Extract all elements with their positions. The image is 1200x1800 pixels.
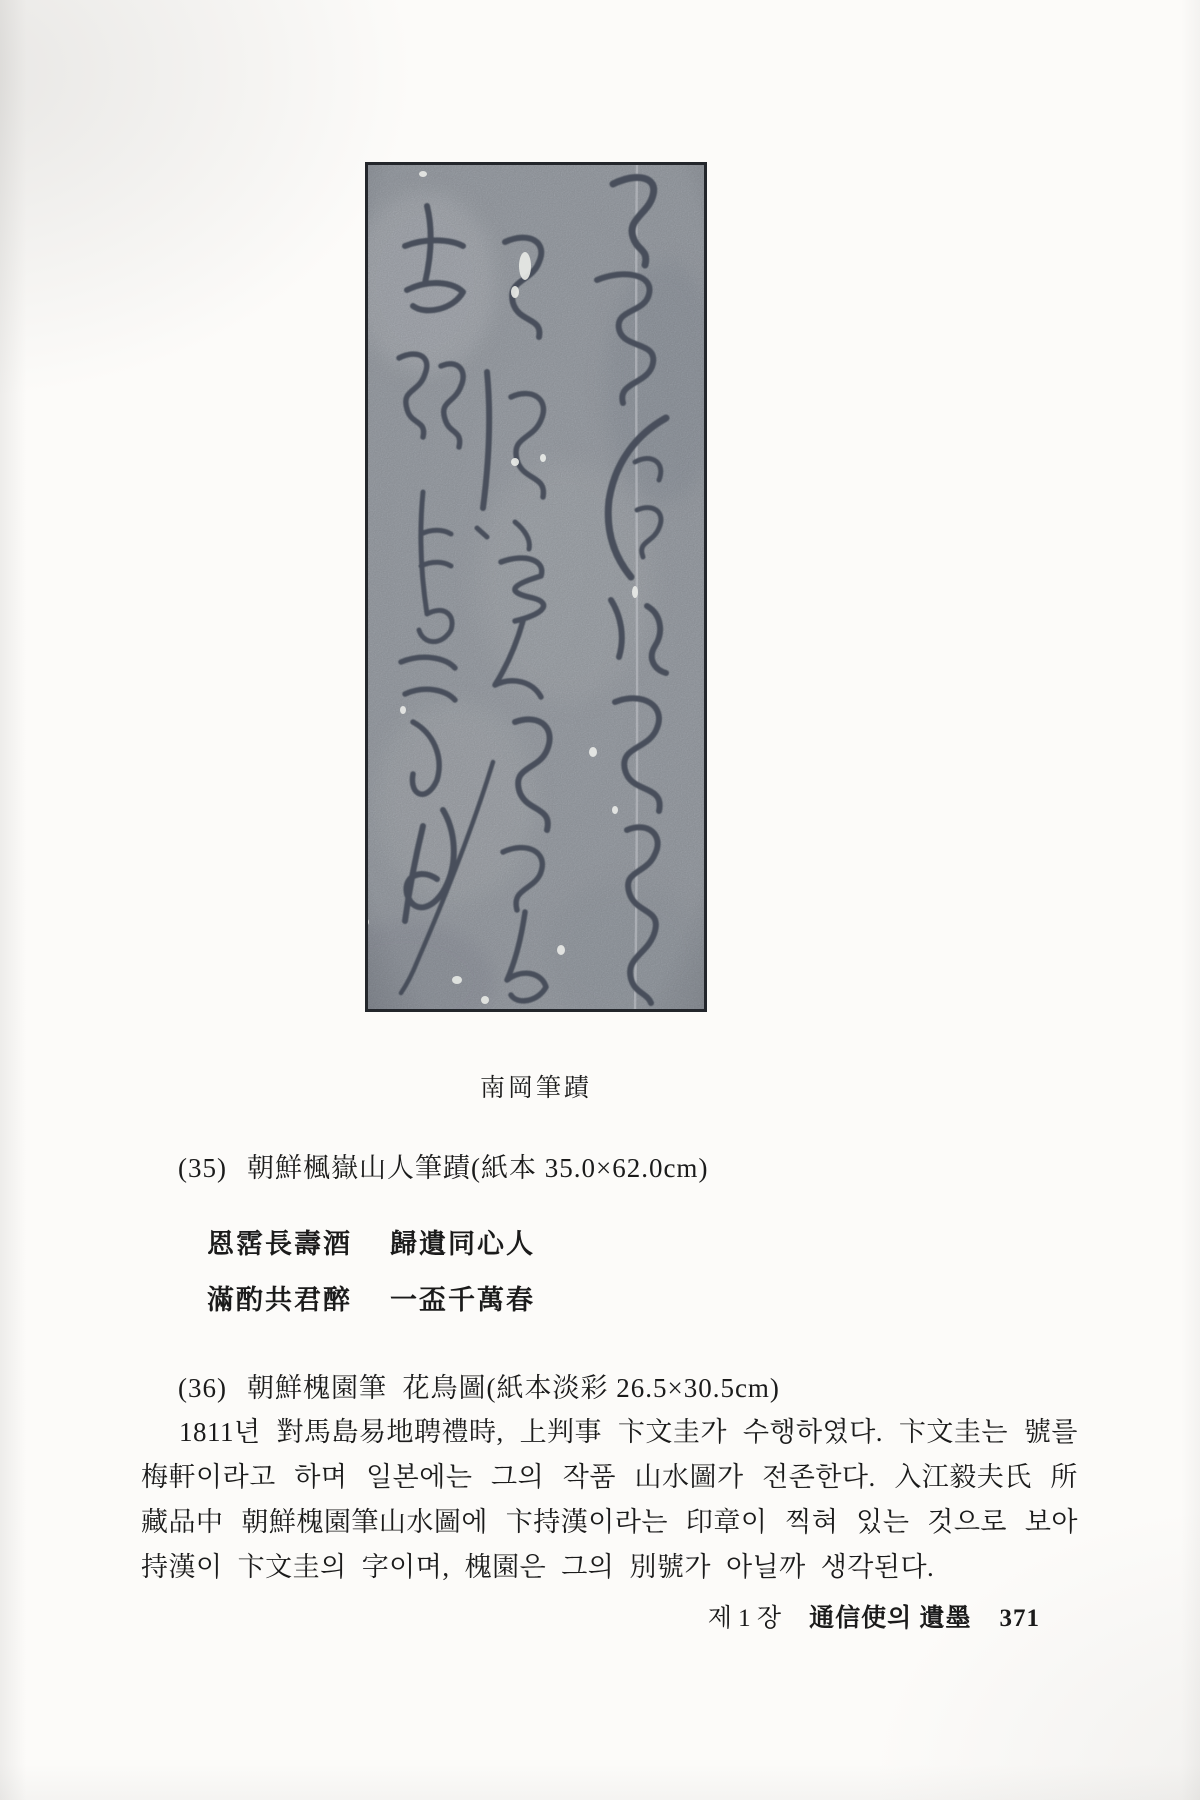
paragraph-word: 생각된다.	[820, 1552, 935, 1582]
poem-line-1	[207, 1222, 535, 1278]
paragraph-word: 작품	[562, 1462, 616, 1492]
paragraph-word: 하며	[294, 1462, 348, 1492]
page-footer	[708, 1598, 1040, 1634]
paragraph-word: 槐園은	[464, 1552, 547, 1582]
paragraph-word: 別號가	[629, 1552, 711, 1582]
paragraph-line	[141, 1500, 1078, 1545]
paragraph-word: 것으로	[927, 1507, 1007, 1537]
paragraph-line	[141, 1410, 1078, 1455]
paragraph-line	[141, 1455, 1078, 1500]
paragraph-word: 찍혀	[785, 1507, 839, 1537]
item-35-title: 朝鮮楓嶽山人筆蹟(紙本 35.0×62.0cm)	[246, 1153, 709, 1183]
paragraph-word: 上判事	[519, 1417, 603, 1447]
photo-vignette	[365, 162, 707, 1012]
paragraph-word: 그의	[490, 1462, 545, 1492]
item-36-title: 朝鮮槐園筆 花鳥圖(紙本淡彩 26.5×30.5cm)	[246, 1373, 780, 1403]
paragraph-word: 入江毅夫氏	[894, 1462, 1032, 1492]
poem-hemistich: 歸遺同心人	[390, 1229, 535, 1259]
poem-hemistich: 恩霑長壽酒	[207, 1229, 352, 1259]
paragraph-word: 卞文圭의	[237, 1552, 347, 1582]
paragraph-word: 持漢이	[141, 1552, 223, 1582]
paragraph-line	[141, 1545, 1078, 1590]
paragraph-word: 藏品中	[141, 1507, 224, 1537]
paragraph-word: 보아	[1024, 1507, 1078, 1537]
paragraph-word: 일본에는	[366, 1462, 473, 1492]
paragraph-word: 對馬島易地聘禮時,	[276, 1417, 504, 1447]
footer-chapter: 제 1 장	[707, 1605, 782, 1632]
paragraph-word: 梅軒이라고	[141, 1462, 276, 1492]
paragraph-word: 있는	[856, 1507, 910, 1537]
calligraphy-artwork	[365, 162, 707, 1012]
paragraph-word: 字이며,	[361, 1552, 450, 1582]
poem-block	[207, 1222, 535, 1334]
paragraph-word: 1811년	[179, 1417, 261, 1447]
footer-page-number: 371	[999, 1605, 1040, 1632]
figure-caption: 南岡筆蹟	[479, 1075, 592, 1102]
paragraph-word: 印章이	[685, 1507, 768, 1537]
paragraph-word: 山水圖가	[634, 1462, 744, 1492]
item-36-heading	[178, 1366, 780, 1405]
paragraph-word: 朝鮮槐園筆山水圖에	[241, 1507, 488, 1537]
paragraph-word: 號를	[1023, 1417, 1078, 1447]
poem-hemistich: 滿酌共君醉	[207, 1285, 352, 1315]
item-35-number: (35)	[178, 1153, 227, 1183]
paragraph-word: 아닐까	[725, 1552, 806, 1582]
poem-line-2	[207, 1278, 535, 1334]
paragraph-word: 卞文圭는	[898, 1417, 1008, 1447]
paragraph-word: 전존한다.	[762, 1462, 876, 1492]
item-35-heading	[178, 1146, 708, 1185]
paragraph-word: 수행하였다.	[742, 1417, 884, 1447]
calligraphy-photo	[365, 162, 707, 1012]
item-36-number: (36)	[178, 1373, 227, 1403]
paragraph-word: 卞持漢이라는	[505, 1507, 668, 1537]
body-paragraph	[141, 1410, 1078, 1590]
footer-section-title: 通信使의 遺墨	[809, 1605, 972, 1632]
paragraph-word: 卞文圭가	[617, 1417, 728, 1447]
paragraph-word: 所	[1050, 1462, 1078, 1492]
paragraph-word: 그의	[561, 1552, 615, 1582]
poem-hemistich: 一盃千萬春	[390, 1285, 535, 1315]
